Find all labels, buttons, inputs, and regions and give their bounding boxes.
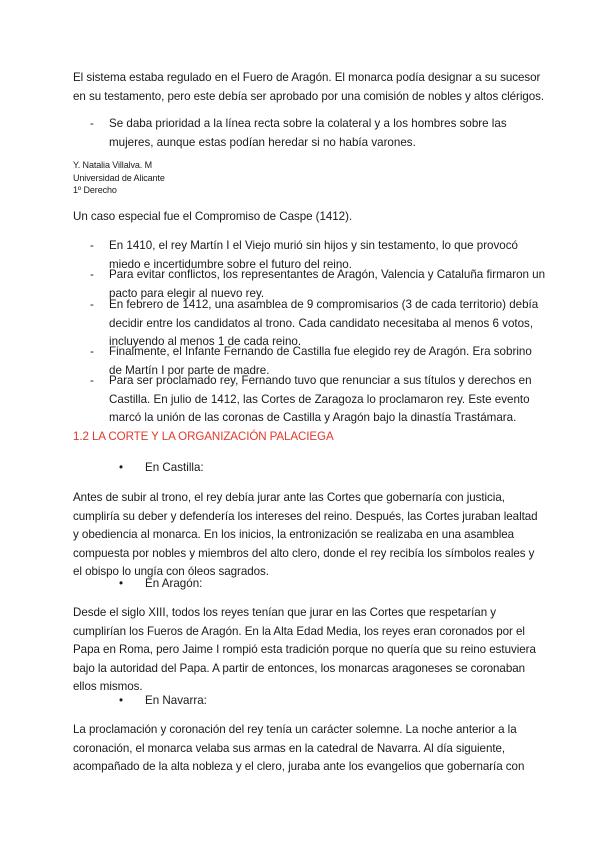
text-line: marcó la unión de las coronas de Castilla y Aragón bajo la dinastía Trastámara. <box>109 411 517 424</box>
text-line: En 1410, el rey Martín I el Viejo murió sin hijos y sin testamento, lo que provocó <box>109 239 518 252</box>
bullet-marker: • <box>119 694 124 707</box>
text-line: ellos mismos. <box>73 680 143 693</box>
author-university: Universidad de Alicante <box>73 172 165 183</box>
subsection-label: En Navarra: <box>145 694 207 707</box>
text-line: Un caso especial fue el Compromiso de Caspe (1412). <box>73 210 353 223</box>
bullet-marker: • <box>119 577 124 590</box>
text-line: acompañado de la alta nobleza y el clero, juraba ante los evangelios que gobernaría con <box>73 760 525 773</box>
castilla-paragraph <box>73 489 538 582</box>
subsection-castilla <box>119 461 204 474</box>
dash-marker: - <box>90 268 94 281</box>
subsection-label: En Castilla: <box>145 461 204 474</box>
text-line: Papa en Roma, pero Jaime I rompió esta tradición porque no quería que su reino estuviera <box>73 643 536 656</box>
bullet-marker: • <box>119 461 124 474</box>
text-line: Desde el siglo XIII, todos los reyes tenían que jurar en las Cortes que respetarían y <box>73 606 497 619</box>
text-line: Castilla. En julio de 1412, las Cortes de Zaragoza lo proclamaron rey. Este evento <box>109 392 530 406</box>
text-line: de Martín I por parte de madre. <box>109 363 270 377</box>
text-line: Para ser proclamado rey, Fernando tuvo que renunciar a sus títulos y derechos en <box>109 374 532 387</box>
subsection-navarra <box>119 694 207 707</box>
text-line: El sistema estaba regulado en el Fuero de Aragón. El monarca podía designar a su sucesor <box>73 71 541 84</box>
section-heading: 1.2 LA CORTE Y LA ORGANIZACIÓN PALACIEGA <box>73 430 334 443</box>
author-block <box>73 159 165 197</box>
text-line: coronación, el monarca velaba sus armas en la catedral de Navarra. Al día siguiente, <box>73 741 506 755</box>
text-line: bajo la autoridad del Papa. A partir de entonces, los monarcas aragoneses se coronaban <box>73 661 526 675</box>
dash-marker: - <box>90 298 94 311</box>
dash-marker: - <box>90 117 94 130</box>
text-line: en su testamento, pero este debía ser aprobado por una comisión de nobles y altos clérigos. <box>73 89 545 103</box>
author-name: Y. Natalia Villalva. M <box>73 160 153 170</box>
text-line: compuesta por nobles y miembros del alto clero, donde el rey recibía los símbolos reales y <box>73 546 535 560</box>
text-line: miedo e incertidumbre sobre el futuro del reino. <box>109 257 352 271</box>
subsection-label: En Aragón: <box>145 577 203 590</box>
text-line: incluyendo al menos 1 de cada reino. <box>109 335 302 348</box>
dash-marker: - <box>90 374 94 387</box>
text-line: Antes de subir al trono, el rey debía jurar ante las Cortes que gobernaría con justicia, <box>73 491 505 504</box>
navarra-paragraph <box>73 721 533 777</box>
text-line: Para evitar conflictos, los representantes de Aragón, Valencia y Cataluña firmaron un <box>109 268 546 281</box>
subsection-aragon <box>119 577 202 590</box>
text-line: cumpliría su deber y defendería los intereses del reino. Después, las Cortes juraban lealtad <box>73 509 538 523</box>
text-line: mujeres, aunque estas podían heredar si no había varones. <box>109 135 416 149</box>
text-line: En febrero de 1412, una asamblea de 9 compromisarios (3 de cada territorio) debía <box>109 298 539 311</box>
text-line: decidir entre los candidatos al trono. Cada candidato necesitaba al menos 6 votos, <box>109 316 534 330</box>
text-line: Finalmente, el Infante Fernando de Castilla fue elegido rey de Aragón. Era sobrino <box>109 345 532 358</box>
author-course: 1º Derecho <box>73 185 117 195</box>
dash-marker: - <box>90 239 94 252</box>
text-line: La proclamación y coronación del rey tenía un carácter solemne. La noche anterior a la <box>73 723 517 736</box>
aragon-paragraph <box>73 604 536 697</box>
intro-paragraph <box>73 69 545 106</box>
text-line: pacto para elegir al nuevo rey. <box>109 286 265 300</box>
text-line: Se daba prioridad a la línea recta sobre la colateral y a los hombres sobre las <box>109 117 507 130</box>
dash-marker: - <box>90 345 94 358</box>
caspe-lead <box>73 208 533 227</box>
text-line: cumplirían los Fueros de Aragón. En la Alta Edad Media, los reyes eran coronados por el <box>73 624 525 638</box>
text-line: el obispo lo ungía con óleos sagrados. <box>73 565 269 578</box>
text-line: y obediencia al monarca. En los inicios, la entronización se realizaba en una asamblea <box>73 528 515 541</box>
